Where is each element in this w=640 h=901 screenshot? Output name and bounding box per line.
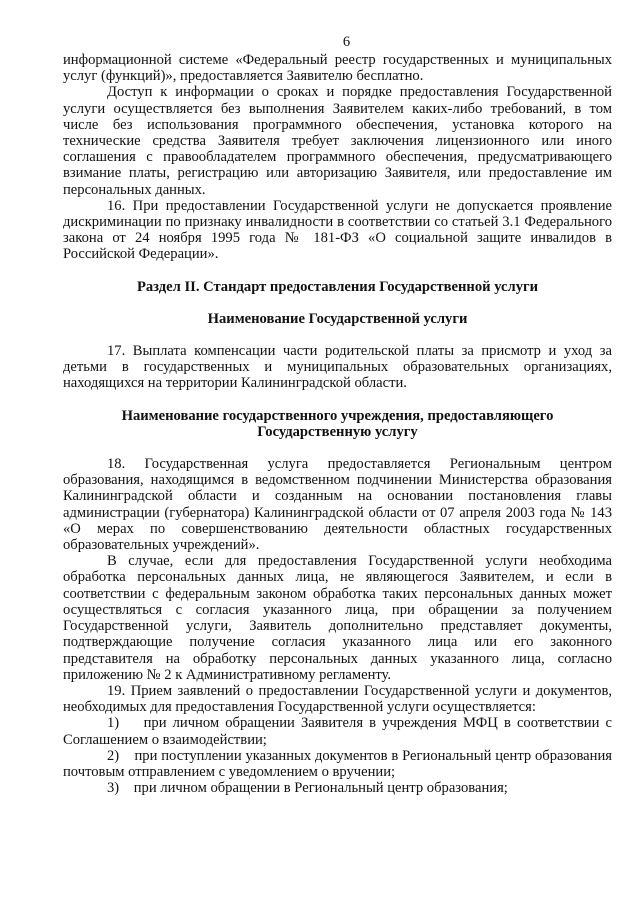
subheading-institution-line2: Государственную услугу <box>257 423 418 440</box>
paragraph-registry: информационной системе «Федеральный реестр государственных и муниципальных услуг (функций)», предоставляется Заявителю бесплатно. <box>63 52 612 85</box>
paragraph-access-info: Доступ к информации о сроках и порядке предоставления Государственной услуги осуществляется без выполнения Заявителем каких-либо требований, в том числе без использования программного обеспечения, установка которого на технические средства Заявителя требует заключения лицензионного или иного соглашения с правообладателем программного обеспечения, предусматривающего взимание платы, регистрацию или авторизацию Заявителя, или предоставление им персональных данных. <box>63 84 612 198</box>
paragraph-18: 18. Государственная услуга предоставляется Региональным центром образования, находящимся в ведомственном подчинении Министерства образования Калининградской области и созданным на основании постановления главы администрации (губернатора) Калининградской области от 07 апреля 2003 года № 143 «О мерах по совершенствованию деятельности областных государственных образовательных учреждений». <box>63 456 612 554</box>
paragraph-19: 19. Прием заявлений о предоставлении Государственной услуги и документов, необходимых для предоставления Государственной услуги осуществляется: <box>63 682 612 716</box>
paragraph-16: 16. При предоставлении Государственной услуги не допускается проявление дискриминации по признаку инвалидности в соответствии со статьей 3.1 Федерального закона от 24 ноября 1995 года № 181-ФЗ «О социальной защите инвалидов в Российской Федерации». <box>63 197 612 263</box>
list-item-1: 1) при личном обращении Заявителя в учреждения МФЦ в соответствии с Соглашением о взаимодействии; <box>63 715 612 748</box>
subheading-service-name: Наименование Государственной услуги <box>207 310 468 327</box>
subheading-institution-line1: Наименование государственного учреждения, предоставляющего <box>121 407 554 424</box>
paragraph-17: 17. Выплата компенсации части родительской платы за присмотр и уход за детьми в государственных и муниципальных образовательных организациях, находящихся на территории Калининградской области. <box>63 343 612 392</box>
paragraph-18-personal-data: В случае, если для предоставления Государственной услуги необходима обработка персональных данных лица, не являющегося Заявителем, и если в соответствии с федеральным законом обработка таких персональных данных может осуществляться с согласия указанного лица, при обращении за получением Государственной услуги, Заявитель дополнительно представляет документы, подтверждающие получение согласия указанного лица или его законного представителя на обработку персональных данных указанного лица, согласно приложению № 2 к Административному регламенту. <box>63 553 612 683</box>
list-item-3: 3) при личном обращении в Региональный центр образования; <box>107 780 508 797</box>
page-number: 6 <box>342 34 351 50</box>
list-item-2: 2) при поступлении указанных документов в Региональный центр образования почтовым отправлением с уведомлением о вручении; <box>63 747 612 780</box>
section-heading-2: Раздел II. Стандарт предоставления Государственной услуги <box>136 278 539 295</box>
